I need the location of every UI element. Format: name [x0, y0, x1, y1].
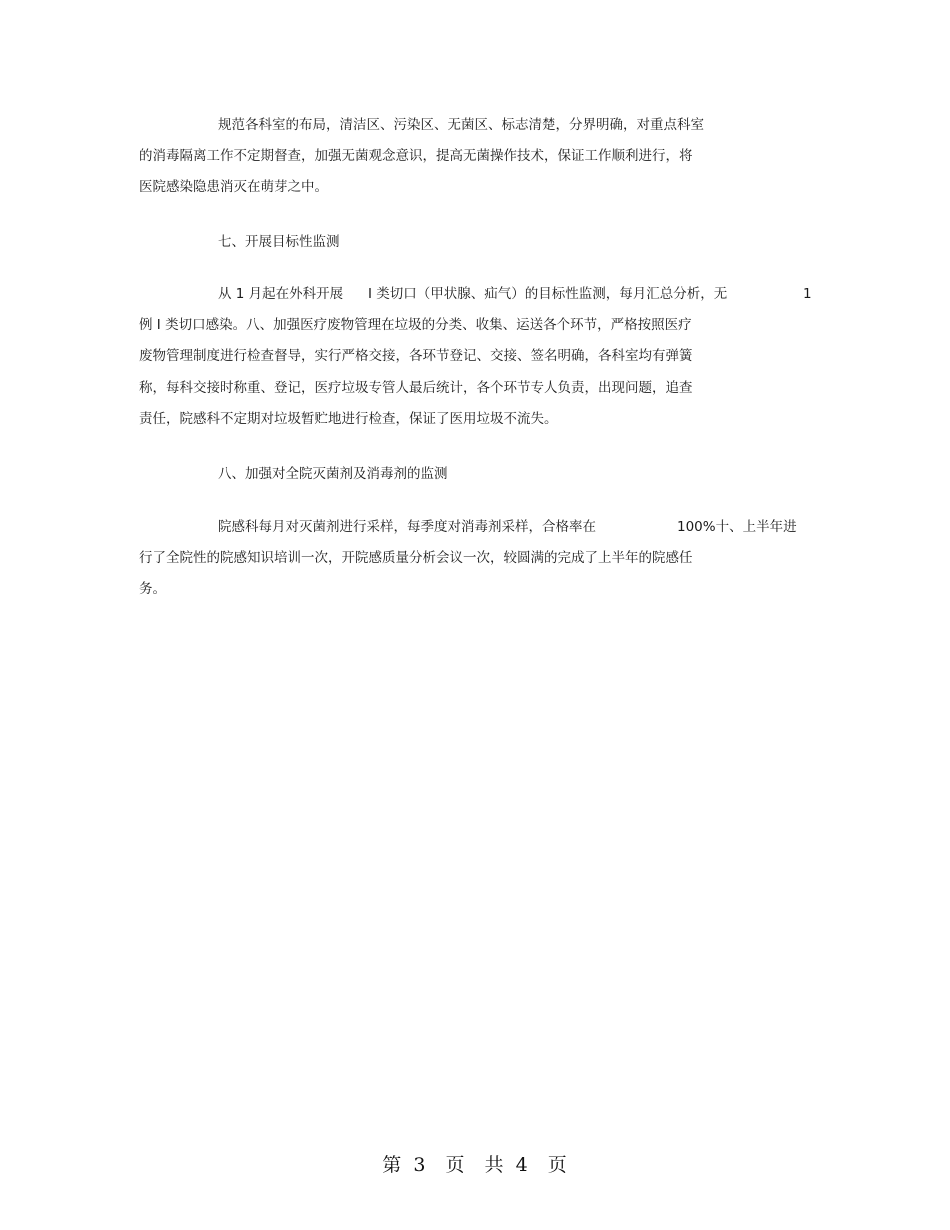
section-heading-8: 八、加强对全院灭菌剂及消毒剂的监测 [218, 466, 448, 482]
footer-total-pages: 4 [515, 1154, 529, 1176]
para2-line1-part1: 从 1 月起在外科开展 [218, 286, 344, 302]
para2-line5: 责任，院感科不定期对垃圾暂贮地进行检查，保证了医用垃圾不流失。 [139, 411, 558, 427]
para3-line1-part1: 院感科每月对灭菌剂进行采样，每季度对消毒剂采样，合格率在 [218, 519, 596, 535]
footer-ye: 页 [445, 1154, 466, 1176]
para3-line3: 务。 [139, 581, 166, 597]
para2-line4: 称，每科交接时称重、登记，医疗垃圾专管人最后统计，各个环节专人负责，出现问题，追查 [139, 380, 693, 396]
para2-line2: 例 I 类切口感染。八、加强医疗废物管理在垃圾的分类、收集、运送各个环节，严格按照医疗 [139, 317, 692, 333]
para1-line1: 规范各科室的布局，清洁区、污染区、无菌区、标志清楚，分界明确，对重点科室 [218, 117, 704, 133]
para3-line1-part2: 100%十、上半年进 [677, 519, 797, 535]
para2-line1-part2: I 类切口（甲状腺、疝气）的目标性监测，每月汇总分析，无 [368, 286, 728, 302]
footer-gong: 共 [484, 1154, 505, 1176]
para3-line2: 行了全院性的院感知识培训一次，开院感质量分析会议一次，较圆满的完成了上半年的院感任 [139, 550, 693, 566]
footer-di: 第 [382, 1154, 403, 1176]
footer-page-number: 3 [413, 1154, 427, 1176]
para1-line3: 医院感染隐患消灭在萌芽之中。 [139, 179, 328, 195]
section-heading-7: 七、开展目标性监测 [218, 234, 340, 250]
para2-line1-part3: 1 [803, 286, 812, 302]
footer-ye2: 页 [547, 1154, 568, 1176]
page-footer [0, 1150, 950, 1177]
para1-line2: 的消毒隔离工作不定期督查，加强无菌观念意识，提高无菌操作技术，保证工作顺利进行，将 [139, 148, 693, 164]
para2-line3: 废物管理制度进行检查督导，实行严格交接，各环节登记、交接、签名明确，各科室均有弹簧 [139, 348, 693, 364]
